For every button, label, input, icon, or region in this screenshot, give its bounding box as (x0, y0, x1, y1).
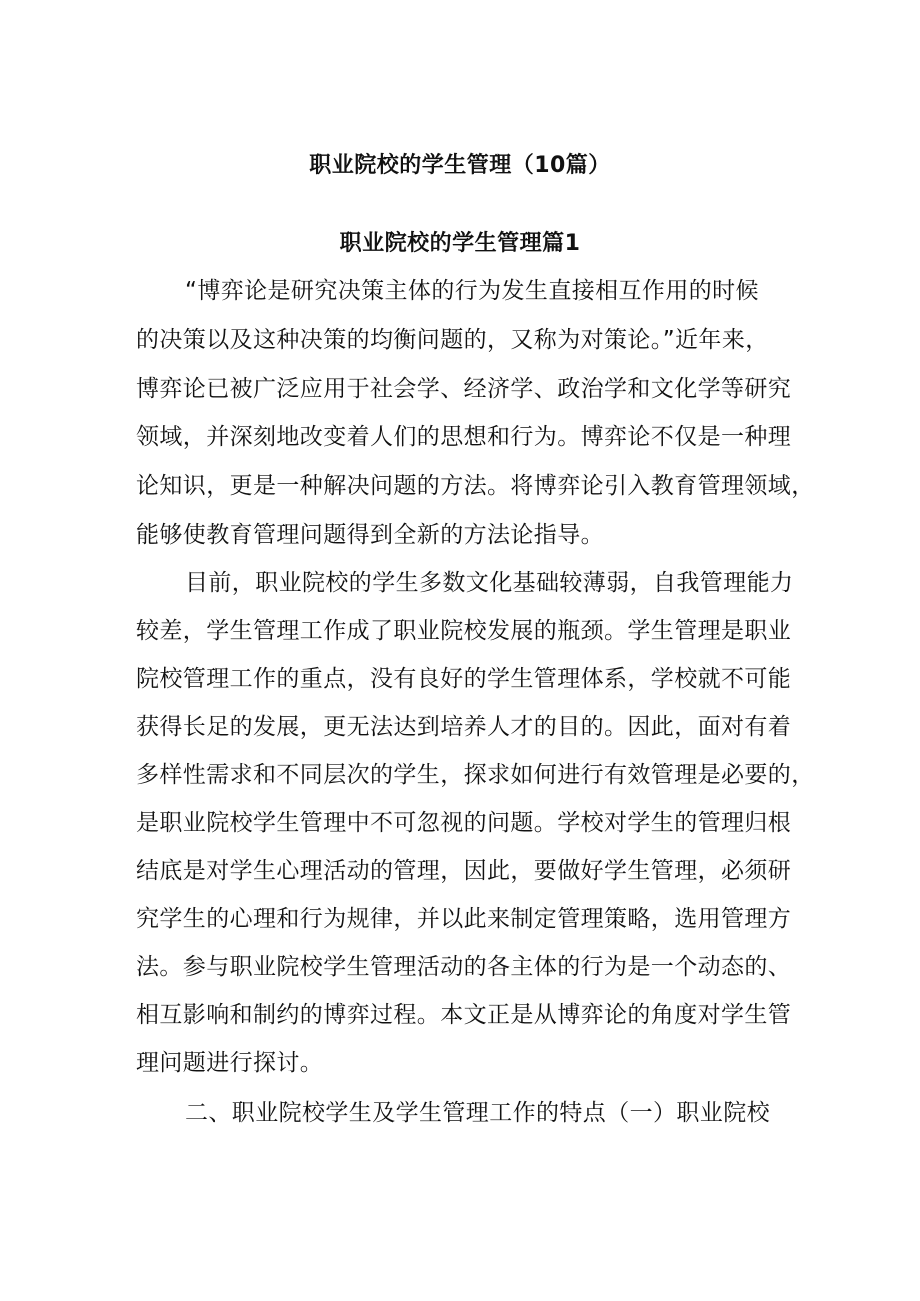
paragraph-line: 院校管理工作的重点，没有良好的学生管理体系，学校就不可能 (136, 666, 792, 692)
paragraph-line: 博弈论已被广泛应用于社会学、经济学、政治学和文化学等研究 (136, 376, 792, 402)
document-title: 职业院校的学生管理（10篇） (309, 153, 611, 178)
paragraph-line: 相互影响和制约的博弈过程。本文正是从博弈论的角度对学生管 (136, 1002, 792, 1028)
paragraph-line: 领域，并深刻地改变着人们的思想和行为。博弈论不仅是一种理 (136, 424, 792, 450)
paragraph-line: 究学生的心理和行为规律，并以此来制定管理策略，选用管理方 (136, 906, 792, 932)
section-title: 职业院校的学生管理篇1 (339, 231, 581, 256)
paragraph-line: 的决策以及这种决策的均衡问题的，又称为对策论。”近年来， (136, 327, 769, 353)
paragraph-line: 二、职业院校学生及学生管理工作的特点（一）职业院校 (185, 1100, 770, 1126)
paragraph-line: 能够使教育管理问题得到全新的方法论指导。 (136, 522, 604, 548)
paragraph-line: 较差，学生管理工作成了职业院校发展的瓶颈。学生管理是职业 (136, 618, 792, 644)
paragraph-line: 结底是对学生心理活动的管理，因此，要做好学生管理，必须研 (136, 858, 792, 884)
paragraph-line: 获得长足的发展，更无法达到培养人才的目的。因此，面对有着 (136, 714, 792, 740)
paragraph-line: 目前，职业院校的学生多数文化基础较薄弱，自我管理能力 (185, 570, 794, 596)
paragraph-line: 法。参与职业院校学生管理活动的各主体的行为是一个动态的、 (136, 954, 792, 980)
paragraph-line: 论知识，更是一种解决问题的方法。将博弈论引入教育管理领域， (136, 473, 815, 499)
paragraph-line: 是职业院校学生管理中不可忽视的问题。学校对学生的管理归根 (136, 810, 792, 836)
paragraph-line: 多样性需求和不同层次的学生，探求如何进行有效管理是必要的， (136, 762, 815, 788)
paragraph-line: “博弈论是研究决策主体的行为发生直接相互作用的时候 (185, 278, 759, 304)
paragraph-line: 理问题进行探讨。 (136, 1050, 324, 1076)
